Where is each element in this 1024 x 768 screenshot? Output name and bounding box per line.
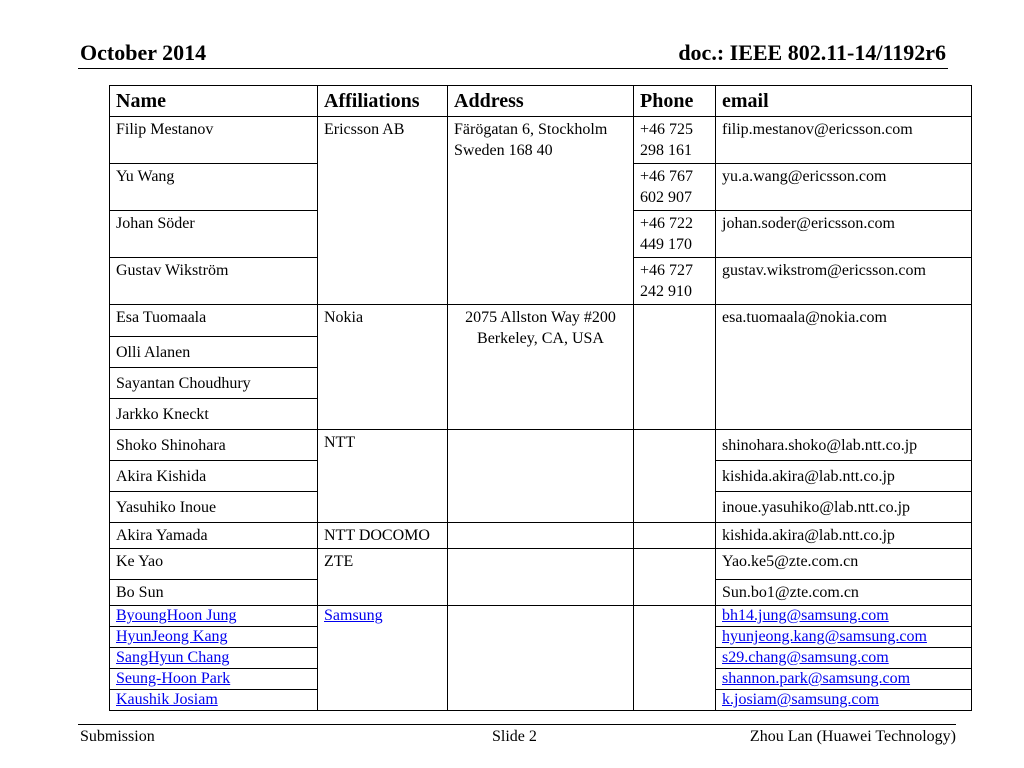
email-cell: kishida.akira@lab.ntt.co.jp: [716, 523, 972, 549]
author-name: Akira Yamada: [110, 523, 318, 549]
column-header-affiliations: Affiliations: [318, 86, 448, 117]
footer-slide-number: Slide 2: [492, 728, 537, 745]
phone-cell: +46 722 449 170: [634, 211, 716, 258]
address-cell: [448, 606, 634, 711]
phone-cell: [634, 430, 716, 523]
email-cell: esa.tuomaala@nokia.com: [716, 305, 972, 430]
author-name-link[interactable]: Seung-Hoon Park: [110, 669, 318, 690]
header-date: October 2014: [80, 40, 207, 65]
author-name: Filip Mestanov: [110, 117, 318, 164]
affiliation-cell: NTT DOCOMO: [318, 523, 448, 549]
column-header-address: Address: [448, 86, 634, 117]
table-row: [110, 523, 972, 549]
email-link[interactable]: bh14.jung@samsung.com: [716, 606, 972, 627]
affiliation-cell: NTT: [318, 430, 448, 523]
table-row: [110, 117, 972, 164]
email-cell: kishida.akira@lab.ntt.co.jp: [716, 461, 972, 492]
author-name-link[interactable]: HyunJeong Kang: [110, 627, 318, 648]
email-cell: inoue.yasuhiko@lab.ntt.co.jp: [716, 492, 972, 523]
header-doc-id: doc.: IEEE 802.11-14/1192r6: [678, 40, 946, 65]
phone-cell: +46 767 602 907: [634, 164, 716, 211]
author-name: Yasuhiko Inoue: [110, 492, 318, 523]
author-name: Sayantan Choudhury: [110, 368, 318, 399]
address-cell: [448, 523, 634, 549]
footer-divider: [78, 724, 956, 725]
address-cell: Färögatan 6, Stockholm Sweden 168 40: [448, 117, 634, 305]
affiliation-cell: ZTE: [318, 549, 448, 606]
phone-cell: [634, 523, 716, 549]
author-name: Shoko Shinohara: [110, 430, 318, 461]
author-name: Jarkko Kneckt: [110, 399, 318, 430]
address-cell: [448, 549, 634, 606]
author-name: Akira Kishida: [110, 461, 318, 492]
affiliation-cell: Ericsson AB: [318, 117, 448, 305]
table-row: [110, 305, 972, 337]
author-name: Bo Sun: [110, 580, 318, 606]
table-row: [110, 606, 972, 627]
header-divider: [78, 68, 948, 69]
email-link[interactable]: hyunjeong.kang@samsung.com: [716, 627, 972, 648]
affiliation-cell: Nokia: [318, 305, 448, 430]
phone-cell: [634, 549, 716, 606]
author-name: Olli Alanen: [110, 337, 318, 368]
affiliation-link[interactable]: Samsung: [318, 606, 448, 711]
email-link[interactable]: s29.chang@samsung.com: [716, 648, 972, 669]
author-name: Esa Tuomaala: [110, 305, 318, 337]
email-cell: yu.a.wang@ericsson.com: [716, 164, 972, 211]
phone-cell: +46 725 298 161: [634, 117, 716, 164]
footer-submission: Submission: [80, 728, 155, 745]
email-link[interactable]: shannon.park@samsung.com: [716, 669, 972, 690]
email-cell: johan.soder@ericsson.com: [716, 211, 972, 258]
email-cell: Yao.ke5@zte.com.cn: [716, 549, 972, 580]
address-cell: 2075 Allston Way #200 Berkeley, CA, USA: [448, 305, 634, 430]
phone-cell: [634, 305, 716, 430]
author-name-link[interactable]: SangHyun Chang: [110, 648, 318, 669]
column-header-phone: Phone: [634, 86, 716, 117]
email-cell: shinohara.shoko@lab.ntt.co.jp: [716, 430, 972, 461]
footer-author: Zhou Lan (Huawei Technology): [749, 728, 956, 745]
author-name: Ke Yao: [110, 549, 318, 580]
table-row: [110, 430, 972, 461]
address-cell: [448, 430, 634, 523]
phone-cell: [634, 606, 716, 711]
email-link[interactable]: k.josiam@samsung.com: [716, 690, 972, 711]
author-name-link[interactable]: ByoungHoon Jung: [110, 606, 318, 627]
author-name: Gustav Wikström: [110, 258, 318, 305]
table-row: [110, 549, 972, 580]
phone-cell: +46 727 242 910: [634, 258, 716, 305]
email-cell: gustav.wikstrom@ericsson.com: [716, 258, 972, 305]
author-name: Yu Wang: [110, 164, 318, 211]
column-header-email: email: [716, 86, 972, 117]
table-header-row: [110, 86, 972, 117]
column-header-name: Name: [110, 86, 318, 117]
authors-table: [109, 85, 972, 711]
author-name-link[interactable]: Kaushik Josiam: [110, 690, 318, 711]
email-cell: filip.mestanov@ericsson.com: [716, 117, 972, 164]
author-name: Johan Söder: [110, 211, 318, 258]
email-cell: Sun.bo1@zte.com.cn: [716, 580, 972, 606]
